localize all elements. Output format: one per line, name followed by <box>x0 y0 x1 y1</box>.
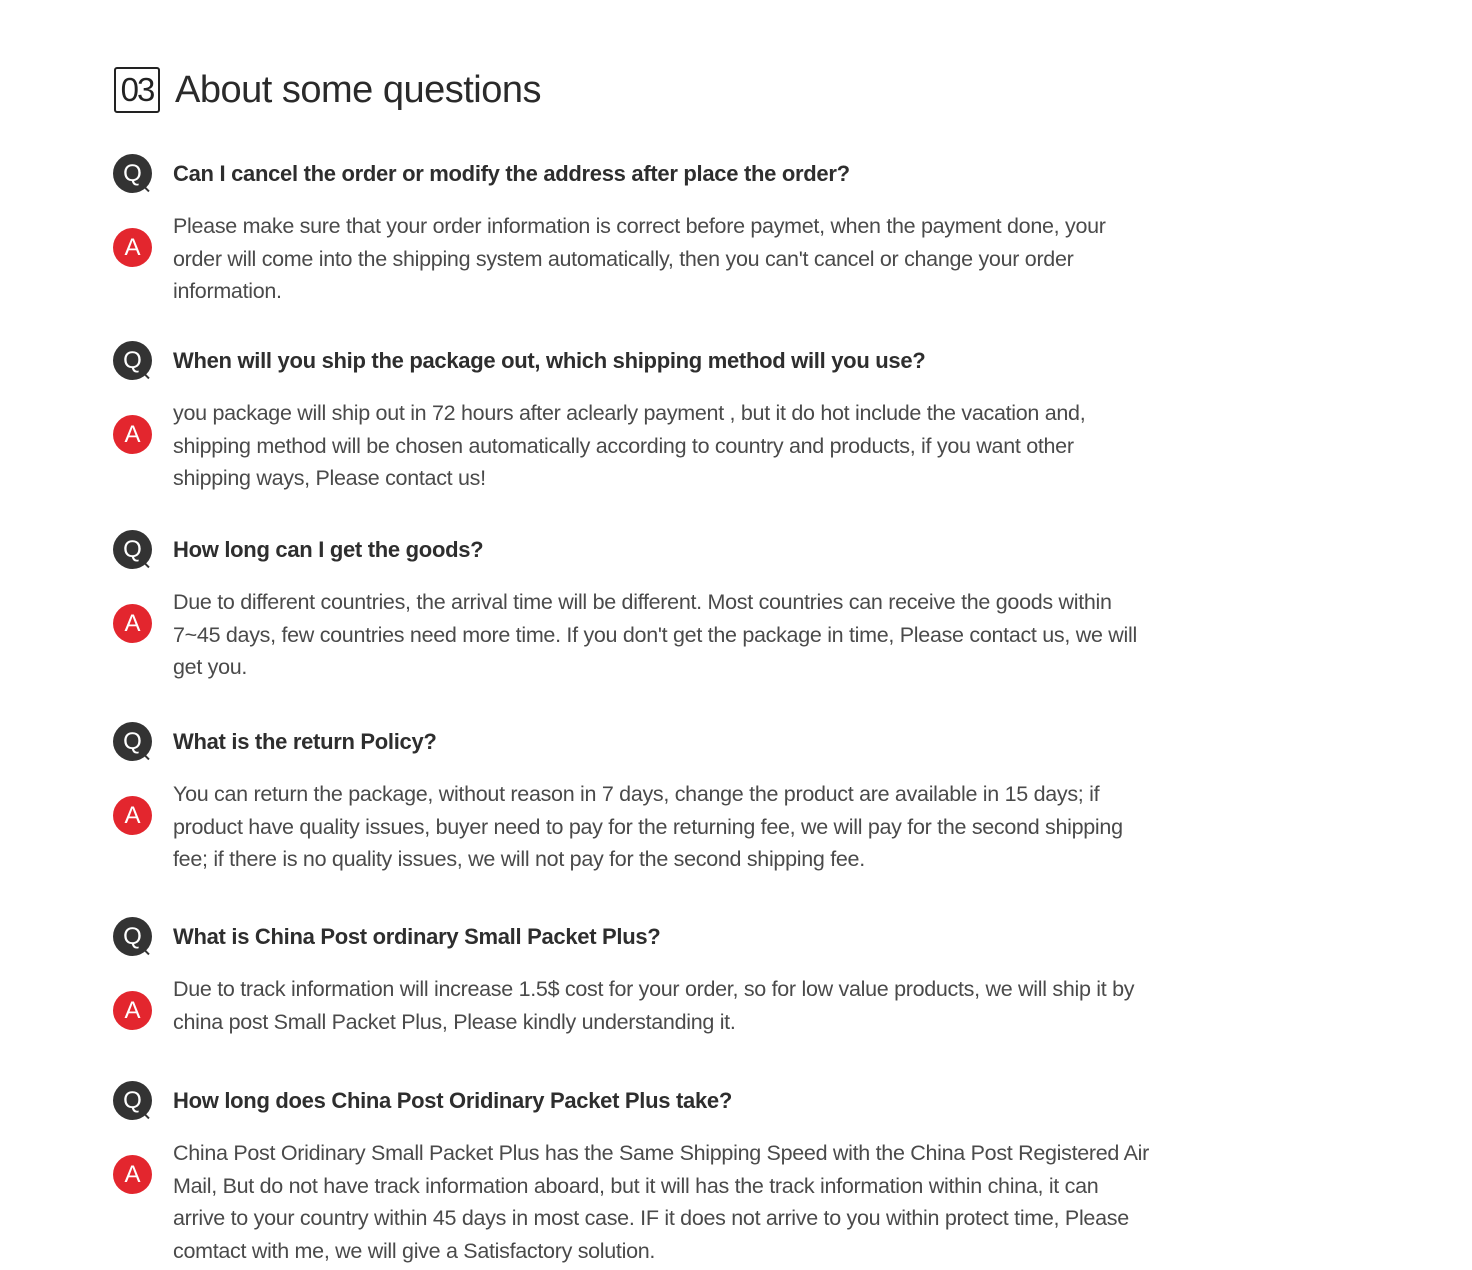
answer-icon: A <box>113 1155 152 1194</box>
section-header <box>114 66 541 114</box>
faq-item <box>113 728 1153 876</box>
page-title: About some questions <box>175 68 542 111</box>
question-icon: Q <box>113 1081 152 1120</box>
answer-icon: A <box>113 796 152 835</box>
answer-icon: A <box>113 415 152 454</box>
answer-row <box>113 586 1153 684</box>
answer-row <box>113 778 1153 876</box>
faq-item <box>113 923 1153 1038</box>
question-row <box>113 923 1153 951</box>
answer-text: you package will ship out in 72 hours after aclearly payment , but it do hot include the vacation and, shipping method will be chosen automatically according to country and products, if you want other shipping ways, Please contact us! <box>173 401 1086 490</box>
answer-icon: A <box>113 228 152 267</box>
question-row <box>113 728 1153 756</box>
faq-item <box>113 160 1153 308</box>
answer-icon: A <box>113 604 152 643</box>
question-text: Can I cancel the order or modify the address after place the order? <box>173 161 850 186</box>
question-row <box>113 1087 1153 1115</box>
faq-item <box>113 1087 1153 1267</box>
question-row <box>113 347 1153 375</box>
question-row <box>113 160 1153 188</box>
answer-icon: A <box>113 991 152 1030</box>
question-text: How long can I get the goods? <box>173 537 484 562</box>
answer-row <box>113 1137 1153 1267</box>
answer-text: Due to track information will increase 1.5$ cost for your order, so for low value products, we will ship it by china post Small Packet Plus, Please kindly understanding it. <box>173 977 1135 1034</box>
question-text: What is China Post ordinary Small Packet Plus? <box>173 924 661 949</box>
faq-item <box>113 536 1153 684</box>
question-icon: Q <box>113 154 152 193</box>
section-number-badge: 03 <box>114 67 160 113</box>
answer-row <box>113 397 1153 495</box>
answer-text: Due to different countries, the arrival time will be different. Most countries can receive the goods within 7~45 days, few countries need more time. If you don't get the package in time, Please contact us, we will get you. <box>173 590 1137 679</box>
question-text: When will you ship the package out, which shipping method will you use? <box>173 348 926 373</box>
answer-row <box>113 973 1153 1038</box>
faq-item <box>113 347 1153 495</box>
question-icon: Q <box>113 722 152 761</box>
answer-text: You can return the package, without reason in 7 days, change the product are available in 15 days; if product have quality issues, buyer need to pay for the returning fee, we will pay for the second shipping fee; if there is no quality issues, we will not pay for the second shipping fee. <box>173 782 1123 871</box>
answer-row <box>113 210 1153 308</box>
question-text: What is the return Policy? <box>173 729 437 754</box>
question-icon: Q <box>113 530 152 569</box>
answer-text: Please make sure that your order information is correct before paymet, when the payment done, your order will come into the shipping system automatically, then you can't cancel or change your order information. <box>173 214 1106 303</box>
question-icon: Q <box>113 917 152 956</box>
question-text: How long does China Post Oridinary Packet Plus take? <box>173 1088 732 1113</box>
question-icon: Q <box>113 341 152 380</box>
answer-text: China Post Oridinary Small Packet Plus has the Same Shipping Speed with the China Post Registered Air Mail, But do not have track information aboard, but it will has the track information within china, it can arrive to your country within 45 days in most case. IF it does not arrive to you within protect time, Please comtact with me, we will give a Satisfactory solution. <box>173 1141 1149 1263</box>
question-row <box>113 536 1153 564</box>
